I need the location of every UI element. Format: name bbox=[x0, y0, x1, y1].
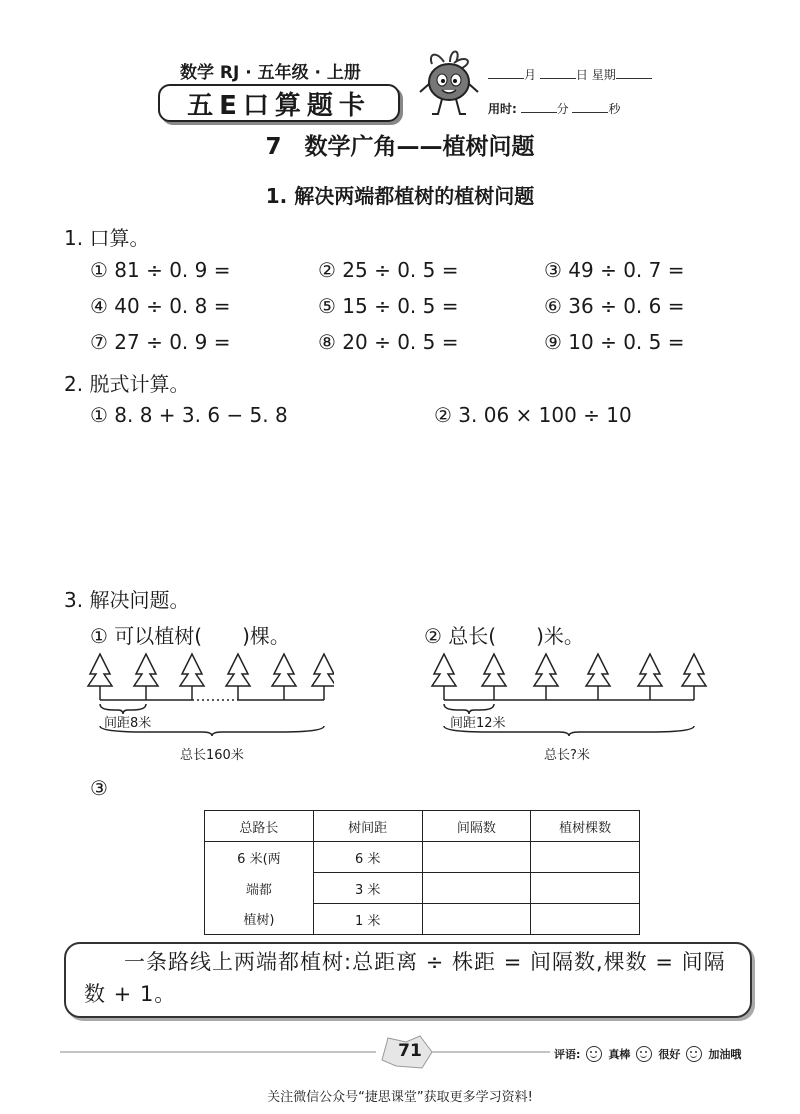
table-header: 总路长 bbox=[205, 811, 314, 842]
tree-icon bbox=[638, 654, 662, 686]
spacing-cell: 3 米 bbox=[313, 873, 422, 904]
great-face-icon bbox=[586, 1046, 602, 1062]
evaluation-option: 很好 bbox=[658, 1048, 681, 1061]
minute-label: 分 bbox=[556, 102, 569, 116]
book-info: 数学 RJ · 五年级 · 上册 bbox=[180, 63, 361, 83]
total-label-2: 总长?米 bbox=[544, 748, 590, 763]
length-cell: 端都 bbox=[205, 873, 314, 904]
q2-item: ② 3. 06 × 100 ÷ 10 bbox=[434, 403, 632, 427]
tree-icon bbox=[586, 654, 610, 686]
table-header: 间隔数 bbox=[422, 811, 531, 842]
q1-item: ⑨ 10 ÷ 0. 5 = bbox=[544, 330, 685, 354]
second-label: 秒 bbox=[608, 102, 621, 116]
q1-item: ③ 49 ÷ 0. 7 = bbox=[544, 258, 685, 282]
length-cell: 6 米(两 bbox=[205, 842, 314, 873]
tree-icon bbox=[682, 654, 706, 686]
day-label: 日 bbox=[575, 68, 588, 82]
page-title: 7 数学广角——植树问题 bbox=[265, 134, 535, 160]
tree-icon bbox=[88, 654, 112, 686]
time-line bbox=[488, 100, 621, 117]
evaluation-option: 真棒 bbox=[608, 1048, 631, 1061]
interval-answer-cell[interactable] bbox=[422, 873, 531, 904]
evaluation-option: 加油哦 bbox=[708, 1048, 742, 1061]
table-row bbox=[205, 904, 640, 935]
tree-icon bbox=[482, 654, 506, 686]
gap-label-1: 间距8米 bbox=[104, 716, 152, 731]
tree-icon bbox=[272, 654, 296, 686]
q3-part2-label: ② 总长( )米。 bbox=[424, 624, 584, 648]
good-face-icon bbox=[636, 1046, 652, 1062]
tree-count-answer-cell[interactable] bbox=[531, 842, 640, 873]
planting-table bbox=[204, 810, 640, 935]
q1-item: ⑤ 15 ÷ 0. 5 = bbox=[318, 294, 459, 318]
banner-title: 五E口算题卡 bbox=[158, 84, 400, 122]
table-row bbox=[205, 842, 640, 873]
table-row bbox=[205, 873, 640, 904]
page-number-rule bbox=[60, 1030, 550, 1074]
weekday-label: 星期 bbox=[591, 68, 616, 82]
tree-icon bbox=[432, 654, 456, 686]
q3-heading: 3. 解决问题。 bbox=[64, 588, 190, 612]
spacing-cell: 1 米 bbox=[313, 904, 422, 935]
footer-note: 关注微信公众号“捷思课堂”获取更多学习资料! bbox=[267, 1090, 533, 1105]
tree-count-answer-cell[interactable] bbox=[531, 873, 640, 904]
date-line bbox=[488, 66, 652, 83]
summary-text: 一条路线上两端都植树:总距离 ÷ 株距 = 间隔数,棵数 = 间隔数 + 1。 bbox=[84, 950, 726, 1006]
evaluation-label: 评语: bbox=[554, 1048, 581, 1061]
q2-heading: 2. 脱式计算。 bbox=[64, 372, 190, 396]
page-subtitle: 1. 解决两端都植树的植树问题 bbox=[265, 184, 535, 208]
month-label: 月 bbox=[524, 68, 537, 82]
table-header: 树间距 bbox=[313, 811, 422, 842]
q1-item: ① 81 ÷ 0. 9 = bbox=[90, 258, 231, 282]
length-cell: 植树) bbox=[205, 904, 314, 935]
interval-answer-cell[interactable] bbox=[422, 842, 531, 873]
gap-label-2: 间距12米 bbox=[450, 716, 506, 731]
q1-heading: 1. 口算。 bbox=[64, 226, 150, 250]
table-header-row bbox=[205, 811, 640, 842]
q1-item: ⑧ 20 ÷ 0. 5 = bbox=[318, 330, 459, 354]
q3-part1-label: ① 可以植树( )棵。 bbox=[90, 624, 290, 648]
tree-icon bbox=[134, 654, 158, 686]
q1-item: ② 25 ÷ 0. 5 = bbox=[318, 258, 459, 282]
tree-count-answer-cell[interactable] bbox=[531, 904, 640, 935]
q2-item: ① 8. 8 + 3. 6 − 5. 8 bbox=[90, 403, 288, 427]
evaluation bbox=[554, 1046, 741, 1062]
cheer-face-icon bbox=[686, 1046, 702, 1062]
table-header: 植树棵数 bbox=[531, 811, 640, 842]
spacing-cell: 6 米 bbox=[313, 842, 422, 873]
tree-icon bbox=[180, 654, 204, 686]
q1-item: ⑦ 27 ÷ 0. 9 = bbox=[90, 330, 231, 354]
tree-icon bbox=[534, 654, 558, 686]
q1-item: ⑥ 36 ÷ 0. 6 = bbox=[544, 294, 685, 318]
q1-item: ④ 40 ÷ 0. 8 = bbox=[90, 294, 231, 318]
mascot-radish-icon bbox=[414, 48, 484, 120]
tree-icon bbox=[312, 654, 334, 686]
interval-answer-cell[interactable] bbox=[422, 904, 531, 935]
page-number: 71 bbox=[398, 1041, 422, 1061]
total-label-1: 总长160米 bbox=[180, 748, 244, 763]
time-label: 用时: bbox=[488, 102, 517, 116]
tree-icon bbox=[226, 654, 250, 686]
q3-part3-marker: ③ bbox=[90, 776, 108, 800]
